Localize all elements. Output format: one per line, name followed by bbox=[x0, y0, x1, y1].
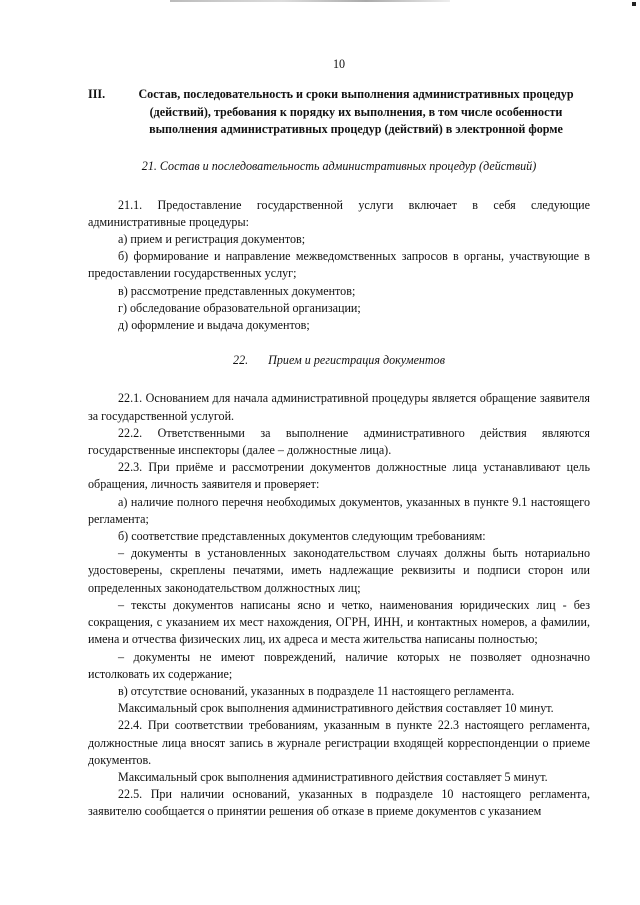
list-item-22-3-v: в) отсутствие оснований, указанных в подразделе 11 настоящего регламента. bbox=[118, 683, 515, 698]
list-item-22-3-a: а) наличие полного перечня необходимых документов, указанных в пункте 9.1 настоящего регламента; bbox=[88, 494, 590, 526]
dash-item-texts: – тексты документов написаны ясно и четко, наименования юридических лиц - без сокращения, с указанием их мест нахождения, ОГРН, ИНН, и контактных номеров, а фамилии, имена и отчества физических лиц, их адреса и места жительства написаны полностью; bbox=[88, 597, 590, 647]
max-time-5-min: Максимальный срок выполнения административного действия составляет 5 минут. bbox=[118, 769, 548, 784]
scan-edge-artifact bbox=[170, 0, 450, 2]
paragraph-22-3: 22.3. При приёме и рассмотрении документов должностные лица устанавливают цель обращения, личность заявителя и проверяет: bbox=[88, 460, 590, 492]
page-number: 10 bbox=[332, 57, 346, 71]
list-item-a: а) прием и регистрация документов; bbox=[118, 232, 306, 247]
subsection-22-number: 22. bbox=[233, 353, 249, 368]
dash-item-damage: – документы не имеют повреждений, наличие которых не позволяет однозначно истолковать их содержание; bbox=[88, 649, 590, 681]
subsection-22-heading bbox=[88, 352, 590, 369]
list-item-b: б) формирование и направление межведомственных запросов в органы, участвующие в предоставлении государственных услуг; bbox=[88, 249, 590, 281]
dash-item-notarized: – документы в установленных законодательством случаях должны быть нотариально удостоверены, скреплены печатями, иметь надлежащие реквизиты и подписи сторон или определенных законодательством должностных лиц; bbox=[88, 546, 590, 595]
paragraph-22-4: 22.4. При соответствии требованиям, указанным в пункте 22.3 настоящего регламента, должностные лица вносят запись в журнале регистрации входящей корреспонденции о приеме документов. bbox=[88, 718, 590, 767]
paragraph-21-1: 21.1. Предоставление государственной услуги включает в себя следующие административные процедуры: bbox=[88, 197, 590, 229]
paragraph-22-2: 22.2. Ответственными за выполнение административного действия являются государственные инспекторы (далее – должностные лица). bbox=[88, 425, 590, 458]
list-item-v: в) рассмотрение представленных документов; bbox=[118, 283, 356, 298]
list-item-22-3-b: б) соответствие представленных документов следующим требованиям: bbox=[118, 529, 486, 544]
section-heading bbox=[88, 86, 590, 138]
subsection-22-title: Прием и регистрация документов bbox=[268, 353, 445, 368]
document-page bbox=[88, 56, 590, 821]
paragraph-22-1: 22.1. Основанием для начала административной процедуры является обращение заявителя за государственной услугой. bbox=[88, 391, 590, 423]
list-item-d: д) оформление и выдача документов; bbox=[118, 318, 310, 333]
paragraph-22-5: 22.5. При наличии оснований, указанных в подразделе 10 настоящего регламента, заявителю сообщается о принятии решения об отказе в приеме документов с указанием bbox=[88, 787, 590, 819]
corner-mark bbox=[632, 2, 636, 6]
section-title: Состав, последовательность и сроки выполнения административных процедур (действий), требования к порядку их выполнения, в том числе особенности выполнения административных процедур (действий) в электронной форме bbox=[138, 87, 574, 137]
section-number: III. bbox=[88, 87, 106, 102]
subsection-21-title: 21. Состав и последовательность административных процедур (действий) bbox=[141, 159, 537, 174]
list-item-g: г) обследование образовательной организации; bbox=[118, 300, 361, 315]
max-time-10-min: Максимальный срок выполнения административного действия составляет 10 минут. bbox=[118, 701, 554, 716]
